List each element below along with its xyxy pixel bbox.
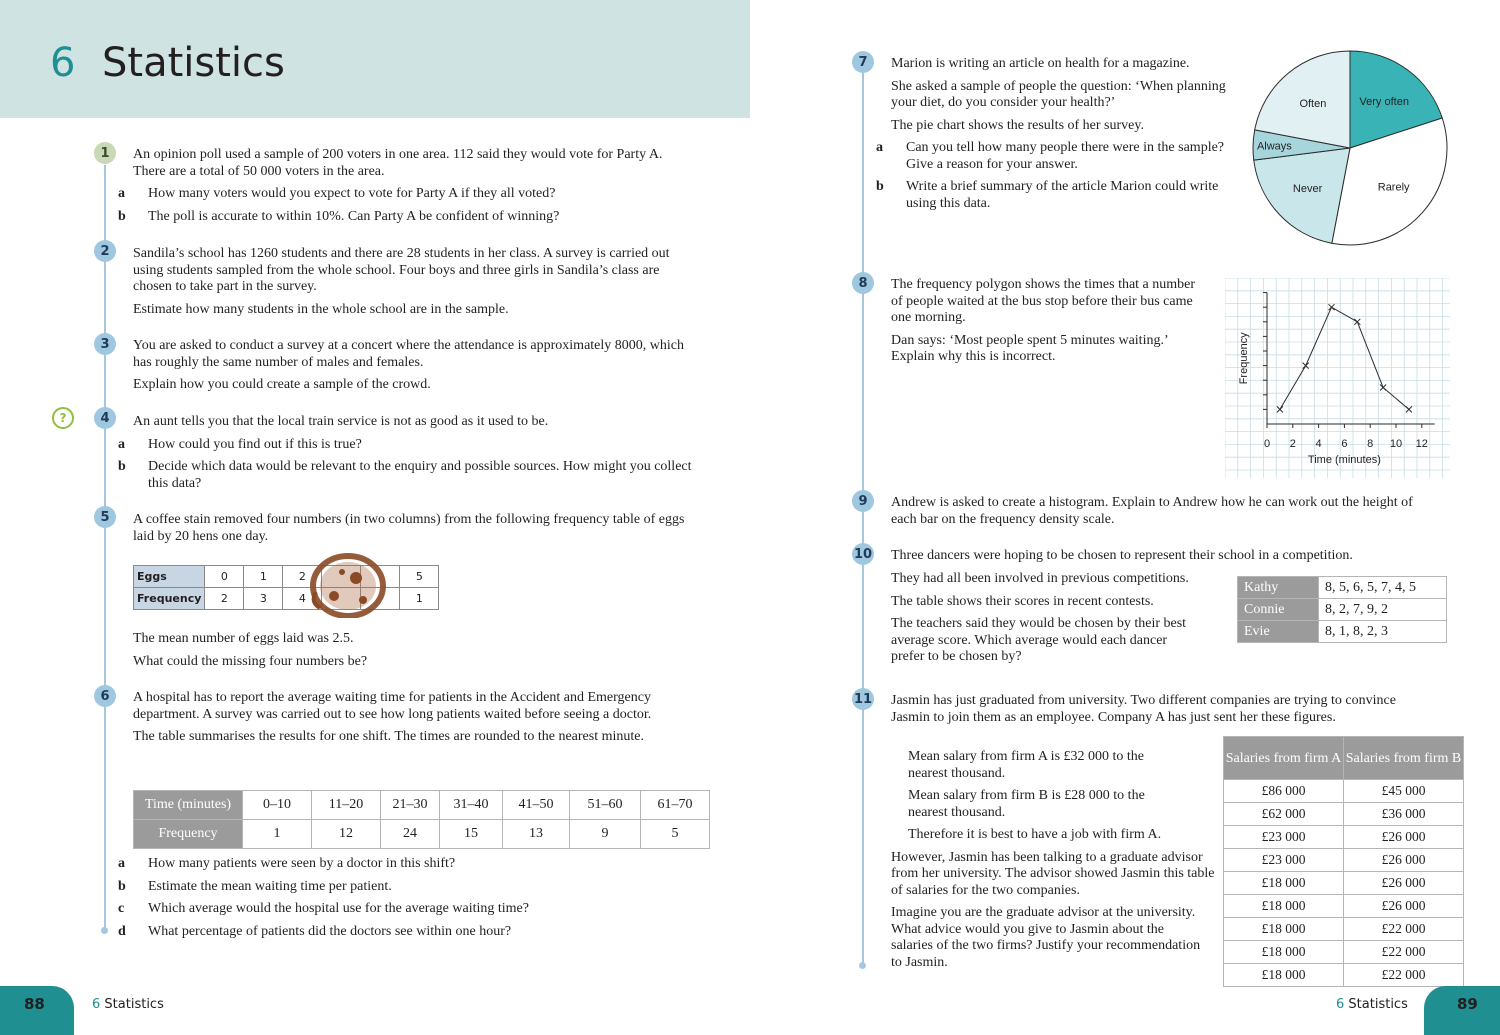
question-5-text: A coffee stain removed four numbers (in two columns) from the following frequency table of eggs laid by 20 hens one day.: [133, 512, 685, 544]
table-cell: £62 000: [1224, 803, 1344, 826]
x-tick-label: 12: [1415, 438, 1428, 450]
table-header-cell: Evie: [1238, 621, 1319, 643]
pie-label: Rarely: [1377, 181, 1410, 194]
question-2: [133, 246, 693, 318]
question-8: [891, 277, 1206, 366]
question-number-11: 11: [852, 688, 874, 710]
question-5: [133, 512, 693, 545]
table-cell: 9: [570, 820, 641, 849]
x-tick-label: 4: [1315, 438, 1322, 450]
help-icon[interactable]: ?: [52, 407, 74, 429]
question-1: [118, 147, 693, 225]
question-6a: a How many patients were seen by a doctor in this shift?: [118, 856, 456, 871]
pie-label: Always: [1256, 140, 1292, 153]
table-cell: 1: [243, 820, 312, 849]
question-number-8: 8: [852, 272, 874, 294]
question-10-body: [891, 571, 1231, 666]
question-3: [133, 338, 693, 394]
table-cell: £22 000: [1344, 941, 1464, 964]
table-row: [1224, 872, 1464, 895]
table-row: [134, 791, 710, 820]
table-row: [1224, 803, 1464, 826]
chapter-number: 6: [50, 40, 76, 86]
table-cell: 1: [244, 566, 283, 588]
question-7-text2: She asked a sample of people the question: ‘When planning your diet, do you consider your health?’: [891, 78, 1226, 110]
table-row: [1224, 918, 1464, 941]
question-number-3: 3: [94, 333, 116, 355]
bus-wait-frequency-polygon: [1225, 278, 1450, 478]
table-cell: 0–10: [243, 791, 312, 820]
waiting-time-table: [133, 790, 710, 849]
table-cell: 0: [205, 566, 244, 588]
table-cell: £26 000: [1344, 872, 1464, 895]
table-cell: 3: [244, 588, 283, 610]
data-point: [1329, 304, 1335, 310]
table-cell: 2: [205, 588, 244, 610]
table-cell: 8, 2, 7, 9, 2: [1319, 599, 1447, 621]
question-7a: a Can you tell how many people there were in the sample? Give a reason for your answer.: [876, 140, 1225, 172]
question-6-parts: [118, 856, 693, 940]
question-number-9: 9: [852, 490, 874, 512]
table-cell: 61–70: [641, 791, 710, 820]
question-5-text2: The mean number of eggs laid was 2.5.: [133, 631, 354, 646]
question-10-text3: The table shows their scores in recent contests.: [891, 593, 1154, 609]
table-row: [1238, 621, 1447, 643]
question-11-text3: Imagine you are the graduate advisor at the university. What advice would you give to Jasmin about the salaries of the two firms? Justify your recommendation to Jasmin.: [891, 905, 1201, 970]
table-header-cell: Time (minutes): [134, 791, 243, 820]
question-number-4: 4: [94, 407, 116, 429]
table-cell: 24: [381, 820, 440, 849]
question-number-5: 5: [94, 506, 116, 528]
question-4b: b Decide which data would be relevant to the enquiry and possible sources. How might you collect this data?: [118, 459, 692, 491]
table-cell: 5: [400, 566, 439, 588]
question-number-10: 10: [852, 543, 874, 565]
x-tick-label: 2: [1289, 438, 1296, 450]
question-11-text2: However, Jasmin has been talking to a graduate advisor from her university. The advisor showed Jasmin this table of salaries for the two companies.: [891, 849, 1215, 898]
question-10-text4: The teachers said they would be chosen by their best average score. Which average would each dancer prefer to be chosen by?: [891, 616, 1187, 664]
question-7: [876, 56, 1231, 212]
question-1-text: An opinion poll used a sample of 200 voters in one area. 112 said they would vote for Party A. There are a total of 50 000 voters in the area.: [133, 147, 663, 179]
question-10-text2: They had all been involved in previous competitions.: [891, 571, 1189, 586]
question-8-text: The frequency polygon shows the times that a number of people waited at the bus stop before their bus came one morning.: [891, 277, 1196, 325]
table-cell: £26 000: [1344, 895, 1464, 918]
x-tick-label: 0: [1263, 438, 1271, 450]
table-cell: 8, 5, 6, 5, 7, 4, 5: [1319, 577, 1447, 599]
data-point: [1406, 406, 1412, 412]
table-header-cell: Frequency: [134, 588, 205, 610]
question-number-1: 1: [94, 142, 116, 164]
question-3-text2: Explain how you could create a sample of the crowd.: [133, 377, 431, 392]
table-row: [1238, 577, 1447, 599]
question-6c: c Which average would the hospital use for the average waiting time?: [118, 901, 529, 916]
table-cell: 11–20: [312, 791, 381, 820]
question-1a: a How many voters would you expect to vote for Party A if they all voted?: [118, 186, 556, 201]
table-cell: 5: [641, 820, 710, 849]
x-tick-label: 6: [1341, 438, 1348, 450]
table-header-cell: Connie: [1238, 599, 1319, 621]
question-1b: b The poll is accurate to within 10%. Can Party A be confident of winning?: [118, 208, 560, 224]
pie-label: Never: [1292, 182, 1323, 195]
question-11-quote1: Mean salary from firm A is £32 000 to the nearest thousand.: [908, 749, 1145, 781]
table-cell: 2: [283, 566, 322, 588]
table-cell: 8, 1, 8, 2, 3: [1319, 621, 1447, 643]
question-10: [891, 548, 1431, 565]
table-cell: £18 000: [1224, 872, 1344, 895]
table-cell: £18 000: [1224, 964, 1344, 987]
question-9-text: Andrew is asked to create a histogram. Explain to Andrew how he can work out the height of each bar on the frequency density scale.: [891, 495, 1413, 527]
table-cell: 41–50: [503, 791, 570, 820]
table-header-cell: Salaries from firm A: [1224, 737, 1344, 780]
pie-label: Often: [1299, 98, 1327, 111]
table-cell: £26 000: [1344, 826, 1464, 849]
eggs-frequency-table: [133, 565, 439, 610]
table-cell: £18 000: [1224, 895, 1344, 918]
question-4: [118, 414, 698, 492]
question-2-text: Sandila’s school has 1260 students and there are 28 students in her class. A survey is carried out using students sampled from the whole school. Four boys and three girls in Sandila’s class are chosen to take part in the survey.: [133, 246, 670, 294]
table-cell: 51–60: [570, 791, 641, 820]
right-question-spine: [862, 72, 864, 964]
pie-label: Very often: [1359, 95, 1409, 108]
question-number-7: 7: [852, 51, 874, 73]
table-row: [1224, 737, 1464, 780]
footer-chapter-left: 6 Statistics: [92, 997, 164, 1012]
question-7-text3: The pie chart shows the results of her survey.: [891, 117, 1144, 133]
dancer-scores-table: [1237, 576, 1447, 643]
table-cell: 1: [400, 588, 439, 610]
chapter-title: Statistics: [102, 40, 285, 86]
x-axis-label: Time (minutes): [1307, 454, 1381, 466]
spine-end-dot: [859, 962, 866, 969]
diet-survey-pie-chart: [1250, 48, 1450, 248]
table-cell: £23 000: [1224, 849, 1344, 872]
question-6b: b Estimate the mean waiting time per patient.: [118, 878, 392, 894]
question-6d: d What percentage of patients did the doctors see within one hour?: [118, 923, 512, 939]
table-cell: £22 000: [1344, 964, 1464, 987]
data-point: [1354, 319, 1360, 325]
question-11-quote3: Therefore it is best to have a job with firm A.: [908, 827, 1162, 842]
data-point: [1277, 406, 1283, 412]
page-number-right: 89: [1457, 995, 1478, 1013]
table-cell: 15: [440, 820, 503, 849]
table-row: [1224, 849, 1464, 872]
spine-end-dot: [101, 927, 108, 934]
page-number-left: 88: [24, 995, 45, 1013]
table-header-cell: Frequency: [134, 820, 243, 849]
table-row: [1238, 599, 1447, 621]
question-4-text: An aunt tells you that the local train service is not as good as it used to be.: [133, 414, 549, 429]
question-6-text: A hospital has to report the average waiting time for patients in the Accident and Emergency department. A survey was carried out to see how long patients waited before seeing a doctor.: [133, 690, 652, 722]
table-row: [1224, 941, 1464, 964]
question-6-text2: The table summarises the results for one shift. The times are rounded to the nearest minute.: [133, 729, 644, 744]
question-number-2: 2: [94, 240, 116, 262]
footer-chapter-right: 6 Statistics: [1336, 997, 1408, 1012]
table-cell: £18 000: [1224, 941, 1344, 964]
question-7b: b Write a brief summary of the article Marion could write using this data.: [876, 179, 1219, 211]
salaries-table: [1223, 736, 1464, 987]
x-tick-label: 8: [1367, 438, 1374, 450]
coffee-stain-image: [308, 552, 388, 618]
question-8-text2: Dan says: ‘Most people spent 5 minutes waiting.’ Explain why this is incorrect.: [891, 332, 1168, 364]
question-11-quote2: Mean salary from firm B is £28 000 to the nearest thousand.: [908, 788, 1145, 820]
table-cell: 12: [312, 820, 381, 849]
table-row: [1224, 826, 1464, 849]
question-5-followup: [133, 631, 693, 670]
table-cell: £26 000: [1344, 849, 1464, 872]
table-cell: £36 000: [1344, 803, 1464, 826]
question-11: [891, 693, 1416, 726]
question-5-text3: What could the missing four numbers be?: [133, 653, 368, 669]
table-row: [1224, 895, 1464, 918]
table-cell: 31–40: [440, 791, 503, 820]
table-cell: £22 000: [1344, 918, 1464, 941]
question-9: [891, 495, 1431, 528]
question-6: [133, 690, 653, 746]
table-cell: 21–30: [381, 791, 440, 820]
table-cell: 4: [283, 588, 322, 610]
data-point: [1380, 385, 1386, 391]
table-cell: 13: [503, 820, 570, 849]
table-header-cell: Salaries from firm B: [1344, 737, 1464, 780]
question-number-6: 6: [94, 685, 116, 707]
table-row: [134, 566, 439, 588]
table-row: [134, 820, 710, 849]
series-line: [1280, 307, 1409, 409]
question-11-body: [891, 749, 1216, 971]
question-3-text: You are asked to conduct a survey at a concert where the attendance is approximately 8000, which has roughly the same number of males and females.: [133, 338, 684, 370]
y-axis-label: Frequency: [1238, 332, 1250, 385]
question-4a: a How could you find out if this is true?: [118, 436, 362, 452]
question-2-text2: Estimate how many students in the whole school are in the sample.: [133, 301, 509, 317]
x-tick-label: 10: [1389, 438, 1403, 450]
table-cell: £86 000: [1224, 780, 1344, 803]
table-row: [1224, 780, 1464, 803]
question-7-text: Marion is writing an article on health for a magazine.: [891, 56, 1190, 71]
table-cell: £18 000: [1224, 918, 1344, 941]
table-header-cell: Kathy: [1238, 577, 1319, 599]
left-question-spine: [104, 165, 106, 930]
question-11-text: Jasmin has just graduated from university. Two different companies are trying to convince Jasmin to join them as an employee. Company A has just sent her these figures.: [891, 693, 1396, 725]
table-cell: £45 000: [1344, 780, 1464, 803]
table-header-cell: Eggs: [134, 566, 205, 588]
question-10-text: Three dancers were hoping to be chosen to represent their school in a competition.: [891, 548, 1353, 563]
table-row: [1224, 964, 1464, 987]
table-row: [134, 588, 439, 610]
table-cell: £23 000: [1224, 826, 1344, 849]
